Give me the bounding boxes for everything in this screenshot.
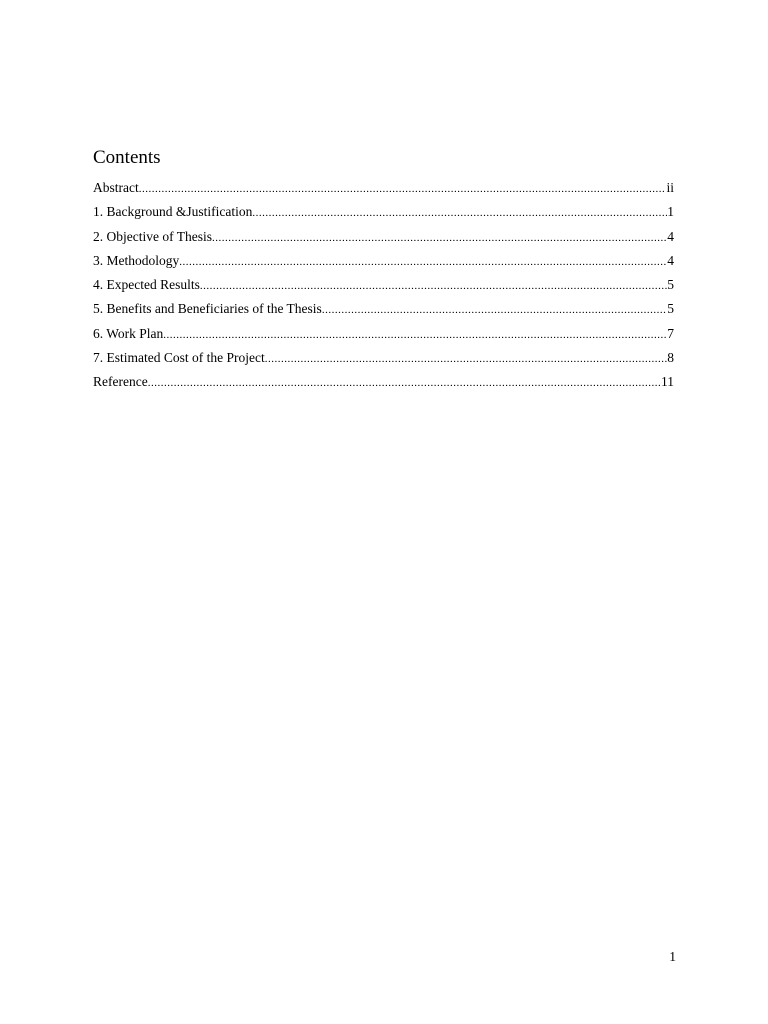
toc-entry-label: Abstract (93, 180, 139, 195)
toc-entry-label: 6. Work Plan (93, 325, 164, 341)
toc-entry-label: Reference (93, 374, 148, 390)
toc-title: Contents (93, 147, 161, 168)
toc-entry-label: 1. Background &Justification (93, 204, 253, 220)
toc-entry-page: 11 (661, 374, 674, 390)
toc-entry-work-plan[interactable] (93, 324, 674, 348)
toc-entry-label: 3. Methodology (93, 252, 180, 268)
toc-entry-page: 4 (667, 252, 674, 268)
toc-entry-page: 5 (667, 277, 674, 293)
toc-leader-dots (265, 349, 668, 369)
toc-entry-estimated-cost[interactable] (93, 348, 674, 372)
toc-entry-page: 8 (667, 350, 674, 366)
toc-entry-page: 5 (667, 301, 674, 317)
toc-entry-abstract[interactable] (93, 178, 674, 202)
toc-entry-label: 4. Expected Results (93, 277, 200, 293)
toc-entry-page: ii (666, 180, 674, 195)
toc-entry-page: 4 (667, 228, 674, 244)
page-number: 1 (669, 949, 676, 964)
toc-entry-expected-results[interactable] (93, 275, 674, 299)
toc-entry-page: 1 (667, 204, 674, 220)
toc-entry-methodology[interactable] (93, 251, 674, 275)
toc-leader-dots (139, 179, 667, 199)
toc-leader-dots (322, 300, 667, 320)
table-of-contents (93, 178, 674, 397)
toc-leader-dots (200, 276, 667, 296)
toc-leader-dots (252, 203, 667, 223)
toc-entry-label: 5. Benefits and Beneficiaries of the Thesis (93, 301, 322, 317)
toc-leader-dots (179, 252, 667, 272)
toc-leader-dots (212, 228, 667, 248)
toc-leader-dots (148, 373, 661, 393)
toc-entry-benefits[interactable] (93, 299, 674, 323)
toc-entry-label: 2. Objective of Thesis (93, 228, 212, 244)
toc-entry-page: 7 (667, 325, 674, 341)
toc-entry-label: 7. Estimated Cost of the Project (93, 350, 265, 366)
toc-entry-background[interactable] (93, 202, 674, 226)
toc-entry-reference[interactable] (93, 372, 674, 396)
toc-leader-dots (163, 325, 667, 345)
toc-entry-objective[interactable] (93, 227, 674, 251)
